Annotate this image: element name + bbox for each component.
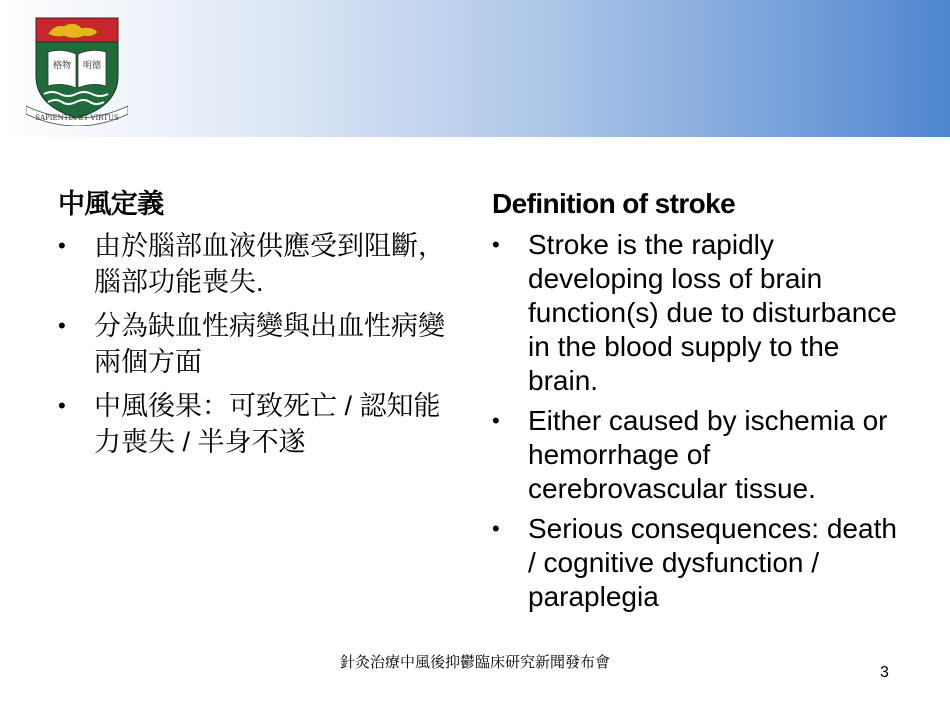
right-bullet-text-1: Stroke is the rapidly developing loss of brain function(s) due to disturbance in the blood supply to the brain. (528, 229, 897, 396)
left-bullet-1 (58, 228, 458, 300)
crest-book-left: 格物 (52, 61, 72, 71)
left-bullet-2 (58, 308, 458, 380)
left-bullet-list (58, 228, 458, 460)
right-bullet-3 (492, 512, 912, 614)
left-bullet-text-1: 由於腦部血液供應受到阻斷，腦部功能喪失. (94, 231, 445, 297)
page-number: 3 (880, 664, 889, 681)
crest-book-right: 明德 (82, 61, 102, 71)
bullet-icon: • (492, 232, 500, 257)
bullet-icon: • (58, 313, 66, 338)
right-column (492, 186, 912, 620)
bullet-icon: • (58, 393, 66, 418)
bullet-icon: • (492, 516, 500, 541)
right-bullet-2 (492, 404, 912, 506)
right-bullet-list (492, 228, 912, 614)
bullet-icon: • (58, 233, 66, 258)
left-bullet-text-2: 分為缺血性病變與出血性病變兩個方面 (94, 311, 445, 377)
university-crest-icon (26, 14, 128, 126)
footer-text: 針灸治療中風後抑鬱臨床研究新聞發布會 (339, 654, 610, 671)
left-column (58, 186, 458, 468)
crest-motto: SAPIENTIA ET VIRTUS (35, 114, 119, 122)
left-bullet-text-3: 中風後果：可致死亡 / 認知能力喪失 / 半身不遂 (94, 391, 441, 457)
left-heading: 中風定義 (58, 189, 164, 219)
right-heading: Definition of stroke (492, 188, 736, 219)
header-band (0, 0, 950, 137)
bullet-icon: • (492, 408, 500, 433)
left-bullet-3 (58, 388, 458, 460)
right-bullet-1 (492, 228, 912, 398)
right-bullet-text-2: Either caused by ischemia or hemorrhage of cerebrovascular tissue. (528, 405, 888, 504)
right-bullet-text-3: Serious consequences: death / cognitive dysfunction / paraplegia (528, 513, 897, 612)
